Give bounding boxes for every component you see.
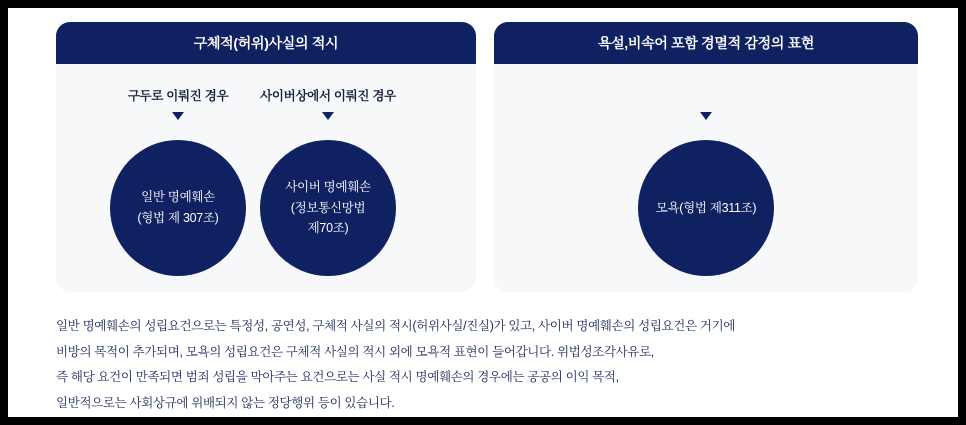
note-line: 즉 해당 요건이 만족되면 범죄 성립을 막아주는 요건으로는 사실 적시 명예훼손의 경우에는 공공의 이익 목적, — [56, 370, 619, 385]
panel-insult — [494, 22, 918, 292]
node-cyber-defamation — [260, 140, 396, 276]
node-line: 사이버 명예훼손 — [285, 180, 371, 195]
panels-container — [56, 22, 918, 292]
panel-header-defamation: 구체적(허위)사실의 적시 — [56, 22, 476, 64]
diagram-page — [8, 8, 958, 417]
node-line: 제70조) — [307, 221, 349, 236]
down-arrow-icon — [700, 112, 712, 120]
explanatory-note — [56, 314, 926, 417]
panel-header-insult: 욕설,비속어 포함 경멸적 감정의 표현 — [494, 22, 918, 64]
node-line: 일반 명예훼손 — [141, 190, 215, 205]
down-arrow-icon — [172, 112, 184, 120]
down-arrow-icon — [322, 112, 334, 120]
node-line: (형법 제 307조) — [137, 211, 219, 225]
note-line: 일반적으로는 사회상규에 위배되지 않는 정당행위 등이 있습니다. — [56, 395, 395, 410]
note-line: 비방의 목적이 추가되며, 모욕의 성립요건은 구체적 사실의 적시 외에 모욕적 표현이 들어갑니다. 위법성조각사유로, — [56, 344, 654, 359]
note-line: 일반 명예훼손의 성립요건으로는 특정성, 공연성, 구체적 사실의 적시(허위사실/진실)가 있고, 사이버 명예훼손의 성립요건은 거기에 — [56, 319, 736, 333]
node-general-defamation — [110, 140, 246, 276]
column-label-verbal: 구두로 이뤄진 경우 — [127, 89, 229, 103]
node-insult — [638, 140, 774, 276]
panel-body-defamation — [56, 64, 476, 292]
panel-body-insult — [494, 64, 918, 292]
column-label-online: 사이버상에서 이뤄진 경우 — [260, 89, 396, 103]
node-line: 모욕(형법 제311조) — [655, 200, 757, 215]
node-line: (정보통신망법 — [290, 200, 366, 215]
panel-defamation — [56, 22, 476, 292]
